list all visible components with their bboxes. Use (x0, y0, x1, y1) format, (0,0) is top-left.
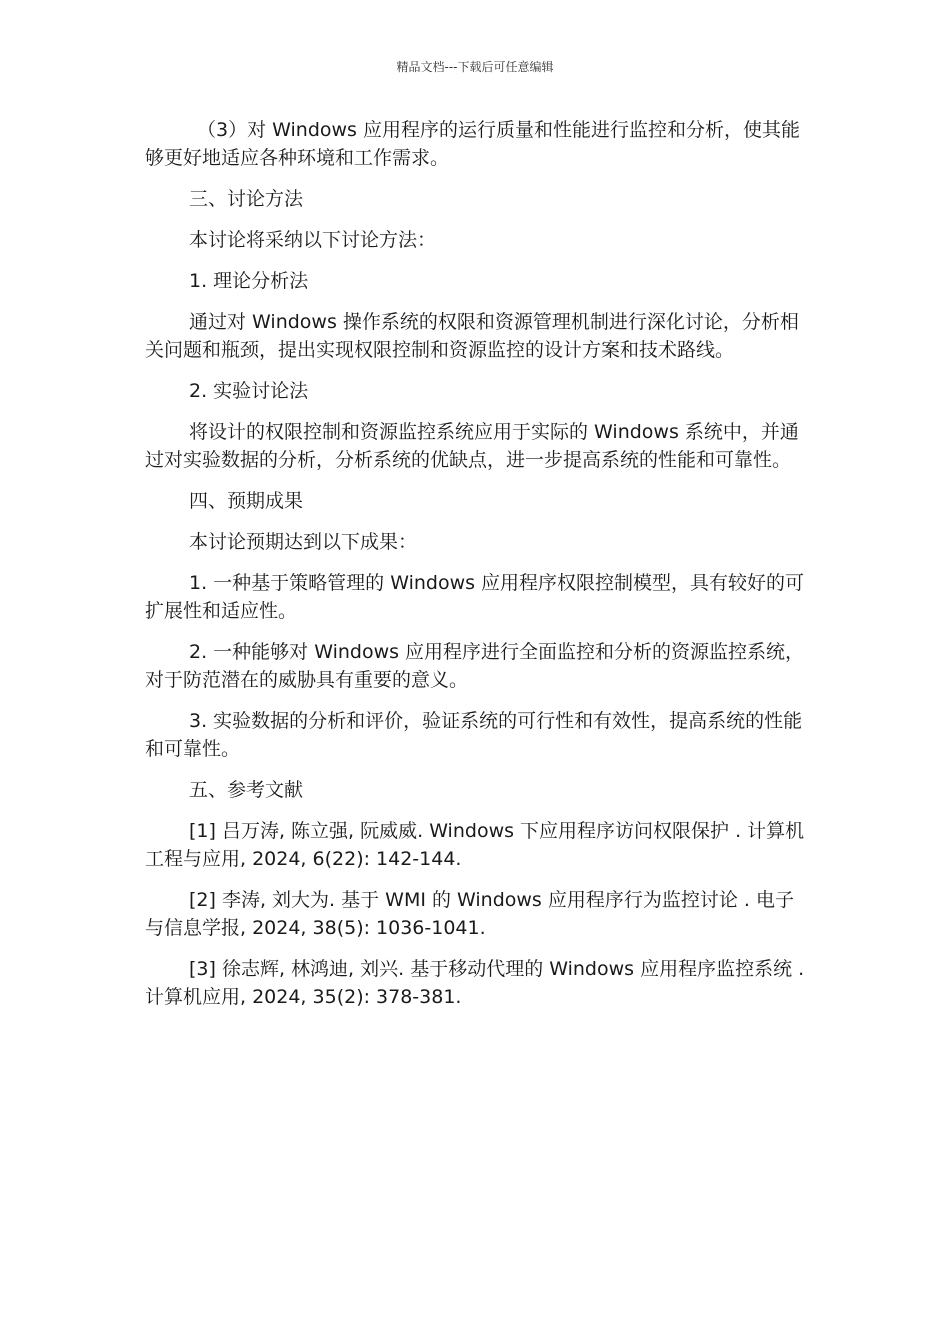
paragraph-theory: 通过对 Windows 操作系统的权限和资源管理机制进行深化讨论，分析相关问题和瓶颈，提出实现权限控制和资源监控的设计方案和技术路线。 (145, 311, 799, 361)
reference-item-1: [1] 吕万涛, 陈立强, 阮威威. Windows 下应用程序访问权限保护 . 计算机工程与应用, 2024, 6(22): 142-144. (145, 820, 805, 870)
page-header: 精品文档---下载后可任意编辑 (396, 60, 554, 74)
paragraph-objective-3: （3）对 Windows 应用程序的运行质量和性能进行监控和分析，使其能够更好地适应各种环境和工作需求。 (145, 119, 800, 169)
document-body (145, 116, 805, 1024)
paragraph-experiment: 将设计的权限控制和资源监控系统应用于实际的 Windows 系统中，并通过对实验数据的分析，分析系统的优缺点，进一步提高系统的性能和可靠性。 (145, 421, 799, 471)
paragraph-outcomes-intro: 本讨论预期达到以下成果： (189, 531, 418, 553)
reference-item-2: [2] 李涛, 刘大为. 基于 WMI 的 Windows 应用程序行为监控讨论 . 电子与信息学报, 2024, 38(5): 1036-1041. (145, 889, 794, 939)
reference-item-3: [3] 徐志辉, 林鸿迪, 刘兴. 基于移动代理的 Windows 应用程序监控系统 . 计算机应用, 2024, 35(2): 378-381. (145, 958, 805, 1008)
outcome-item-3: 3. 实验数据的分析和评价，验证系统的可行性和有效性，提高系统的性能和可靠性。 (145, 710, 803, 760)
section-heading-outcomes: 四、预期成果 (189, 490, 304, 512)
section-heading-references: 五、参考文献 (189, 779, 304, 801)
section-heading-methods: 三、讨论方法 (189, 188, 304, 210)
paragraph-methods-intro: 本讨论将采纳以下讨论方法： (189, 229, 437, 251)
outcome-item-2: 2. 一种能够对 Windows 应用程序进行全面监控和分析的资源监控系统，对于防范潜在的威胁具有重要的意义。 (145, 641, 805, 691)
method-heading-experiment: 2. 实验讨论法 (189, 380, 309, 402)
method-heading-theory: 1. 理论分析法 (189, 270, 309, 292)
outcome-item-1: 1. 一种基于策略管理的 Windows 应用程序权限控制模型，具有较好的可扩展性和适应性。 (145, 572, 805, 622)
